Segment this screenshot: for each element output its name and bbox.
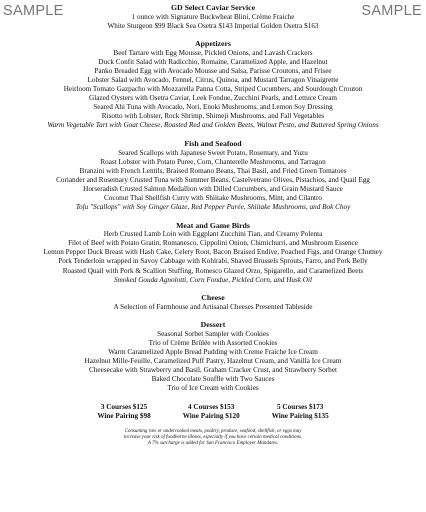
dessert-section [0,320,426,393]
menu-item: A Selection of Farmhouse and Artisanal Cheeses Presented Tableside [113,302,313,311]
price-option [97,403,150,421]
menu-item: Branzini with French Lentils, Braised Romano Beans, Thai Basil, and Fried Green Tomatoes [79,166,347,175]
disclaimer-line: Consuming raw or undercooked meats, poultry, produce, seafood, shellfish, or eggs may [124,428,302,434]
price-option [272,403,329,421]
menu-item: Herb Crusted Lamb Loin with Eggplant Zucchini Tian, and Creamy Polenta [103,230,323,239]
caviar-line: 1 ounce with Signature Buckwheat Blini, Crème Fraiche [131,12,295,21]
menu-document [0,3,426,447]
menu-item: Glazed Oysters with Osetra Caviar, Leek Fondue, Zucchini Pearls, and Lettuce Cream [89,94,337,103]
vegetarian-item: Tofu "Scallops" with Soy Ginger Glaze, Red Pepper Purée, Shiitake Mushrooms, and Bok Choy [75,203,351,212]
appetizers-title: Appetizers [195,39,231,49]
menu-item: Pork Tenderloin wrapped in Savoy Cabbage with Kohlrabi, Shaved Brussels Sprouts, Farro, and Pork Belly [58,257,368,266]
fish-title: Fish and Seafood [184,139,242,149]
price-table [0,403,426,421]
wine-pairing-price: Wine Pairing $98 [97,411,151,420]
course-price: 5 Courses $173 [277,402,324,411]
wine-pairing-price: Wine Pairing $135 [271,411,329,420]
course-price: 4 Courses $153 [188,402,235,411]
menu-item: Lemon Pepper Duck Breast with Hash Cake, Celery Root, Bacon Braised Endive, Poached Figs, and Orange Chutney [43,248,383,257]
vegetarian-item: Warm Vegetable Tart with Goat Cheese, Roasted Red and Golden Beets, Walnut Pesto, and Buttered Spring Onions [47,121,379,130]
menu-item: Filet of Beef with Potato Gratin, Romanesco, Cippolini Onion, Chimichurri, and Mushroom Essence [68,239,358,248]
menu-item: Duck Confit Salad with Radicchio, Romaine, Caramelized Apple, and Hazelnut [98,57,328,66]
watermark-left: SAMPLE [3,3,64,19]
menu-item: Seared Ahi Tuna with Avocado, Nori, Enoki Mushrooms, and Lemon Soy Dressing [93,103,333,112]
menu-item: Seared Scallops with Japanese Sweet Potato, Rosemary, and Yuzu [118,148,308,157]
menu-item: Horseradish Crusted Salmon Medallion with Dilled Cucumbers, and Grain Mustard Sauce [83,184,343,193]
menu-item: Coconut Thai Shellfish Curry with Shiitake Mushrooms, Mint, and Cilantro [103,194,323,202]
disclaimer-line: increase your risk of foodborne illness, especially if you have certain medical conditions. [123,434,303,440]
disclaimer-line: A 7% surcharge is added for San Francisco Employer Mandates. [147,440,279,446]
menu-item: Lobster Salad with Avocado, Fennel, Citrus, Quinoa, and Mustard Tarragon Vinaigrette [87,75,339,84]
cheese-section [0,293,426,312]
dessert-title: Dessert [200,320,226,330]
menu-item: Trio of Ice Cream with Cookies [167,384,259,393]
caviar-line: White Sturgeon $99 Black Sea Osetra $143 Imperial Golden Osetra $163 [107,21,319,30]
menu-item: Roast Lobster with Potato Puree, Corn, Chanterelle Mushrooms, and Tarragon [100,157,326,166]
menu-item: Heirloom Tomato Gazpacho with Mozzarella Panna Cotta, Striped Cucumbers, and Sourdough Crouton [63,85,363,94]
menu-item: Roasted Quail with Pork & Scallion Stuffing, Romesco Glazed Orzo, Spigarello, and Caramelized Beets [62,266,364,275]
watermark-right: SAMPLE [361,3,422,19]
menu-item: Hazelnut Mille-Feuille, Caramelized Puff Pastry, Hazelnut Cream, and Vanilla Ice Cream [84,357,342,366]
cheese-title: Cheese [201,293,225,303]
menu-item: Panko Breaded Egg with Avocado Mousse and Salsa, Parisse Croutons, and Frisee [94,66,332,75]
menu-item: Seasonal Sorbet Sampler with Cookies [157,329,269,338]
fish-section [0,139,426,212]
meat-section [0,221,426,285]
price-option [183,403,240,421]
appetizers-section [0,39,426,130]
menu-item: Beef Tartare with Egg Mousse, Pickled Onions, and Lavash Crackers [113,48,313,57]
menu-item: Risotto with Lobster, Rock Shrimp, Shimeji Mushrooms, and Fall Vegetables [101,112,325,121]
meat-title: Meat and Game Birds [176,220,250,230]
menu-item: Trio of Crème Brûlée with Assorted Cookies [148,338,278,347]
menu-item: Warm Caramelized Apple Bread Pudding with Creme Fraiche Ice Cream [108,348,318,357]
caviar-section [0,3,426,31]
wine-pairing-price: Wine Pairing $120 [182,411,240,420]
menu-item: Cheesecake with Strawberry and Basil, Graham Cracker Crust, and Strawberry Sorbet [89,366,337,375]
course-price: 3 Courses $125 [100,402,148,411]
caviar-title: GD Select Caviar Service [170,3,256,12]
vegetarian-item: Smoked Gouda Agnolotti, Corn Fondue, Pickled Corn, and Husk Oil [114,275,312,284]
menu-item: Baked Chocolate Souffle with Two Sauces [151,375,275,384]
disclaimer [0,429,426,447]
menu-item: Coriander and Rosemary Crusted Tuna with Summer Beans, Castelvetrano Olives, Pistachios, and Quail Egg [56,175,370,184]
